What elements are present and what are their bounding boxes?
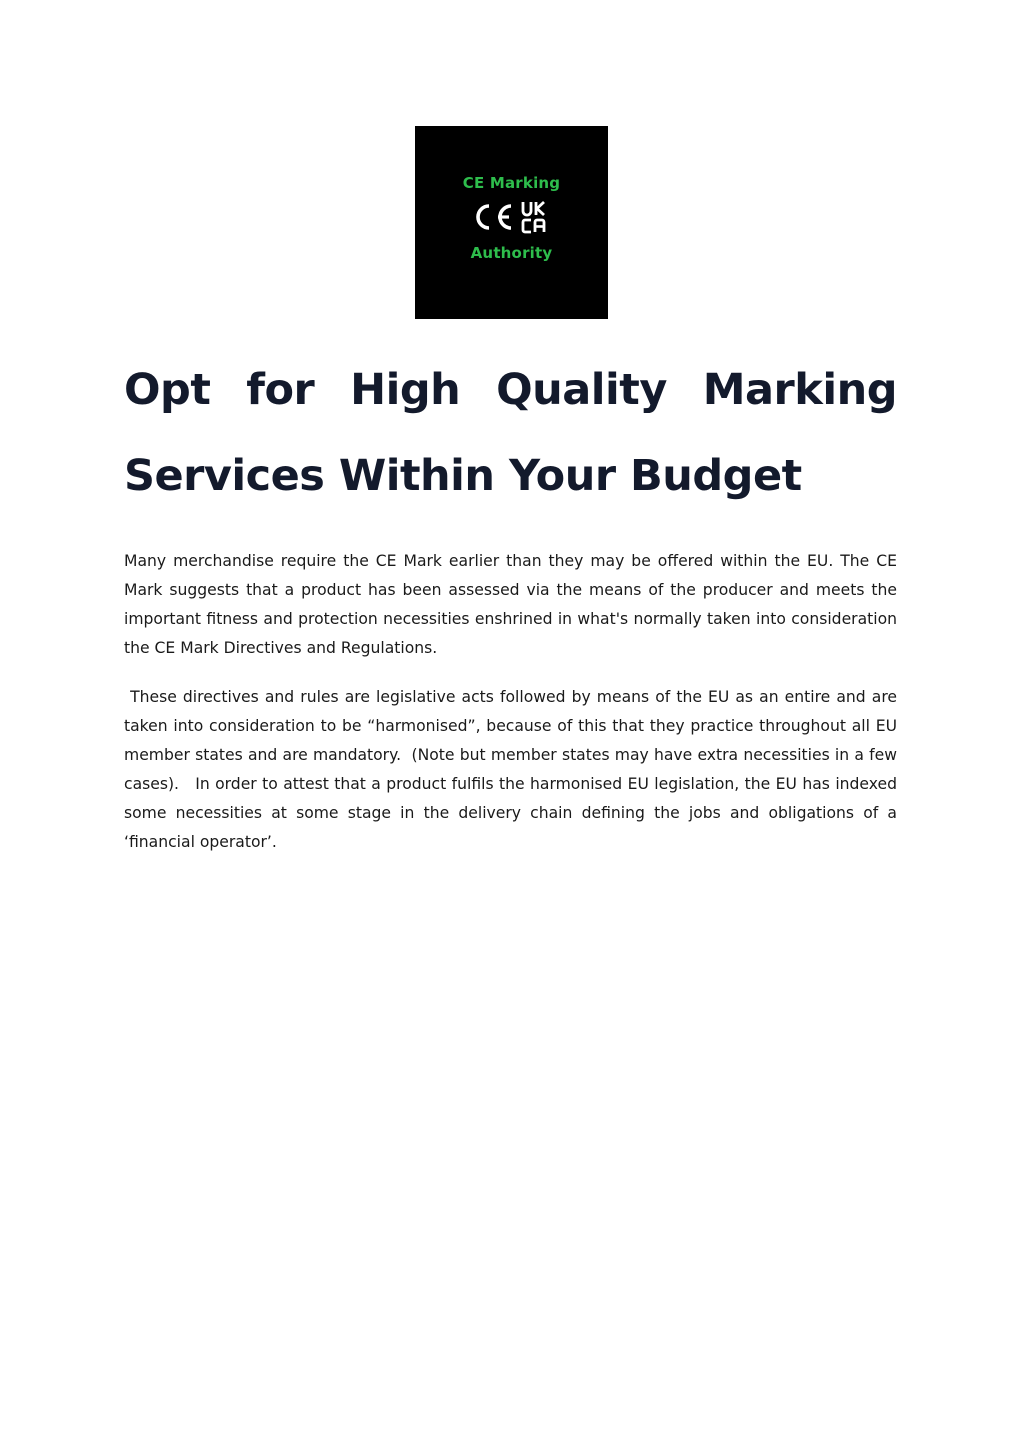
body-paragraph-1: Many merchandise require the CE Mark earlier than they may be offered within the EU. The CE Mark suggests that a product has been assessed via the means of the producer and meets the important fitness and protection necessities enshrined in what's normally taken into consideration the CE Mark Directives and Regulations. bbox=[124, 552, 902, 657]
page-title: Opt for High Quality Marking Services Within Your Budget bbox=[124, 365, 897, 501]
logo-bottom-text: Authority bbox=[470, 244, 553, 262]
ce-ukca-mark-icon bbox=[471, 200, 555, 234]
logo-top-text: CE Marking bbox=[462, 174, 561, 192]
body-paragraph-2: These directives and rules are legislative acts followed by means of the EU as an entire and are taken into consideration to be “harmonised”, because of this that they practice throughout all EU member states and are mandatory. (Note but member states may have extra necessities in a few cases). In order to attest that a product fulfils the harmonised EU legislation, the EU has indexed some necessities at some stage in the delivery chain defining the jobs and obligations of a ‘financial operator’. bbox=[124, 688, 902, 851]
ce-marking-authority-logo bbox=[415, 126, 608, 319]
